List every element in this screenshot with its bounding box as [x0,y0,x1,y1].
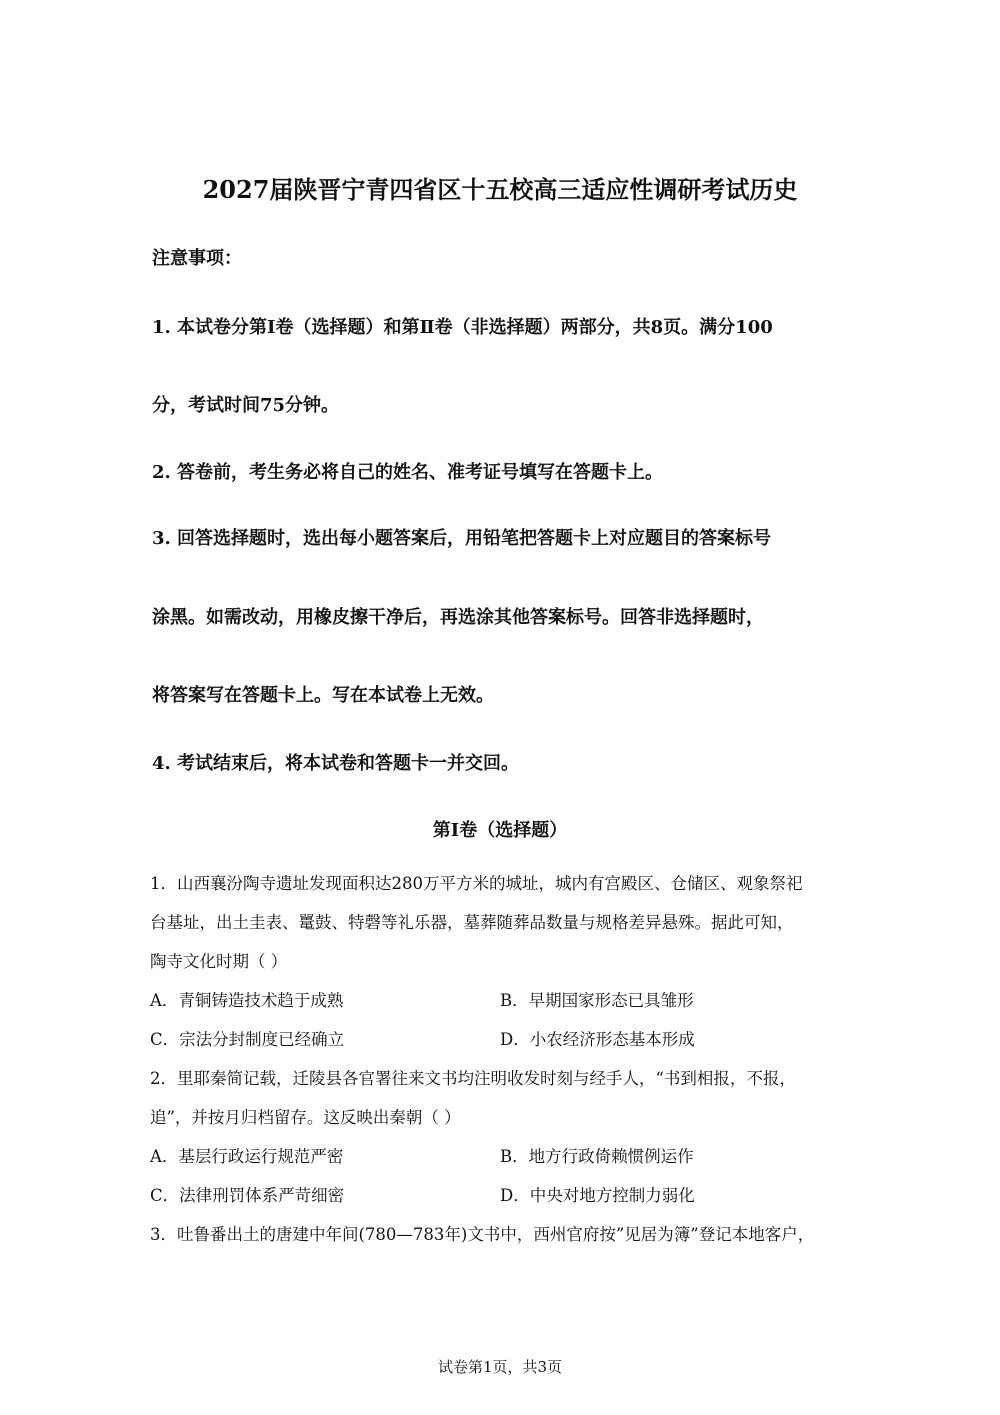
notice-line: 4. 考试结束后，将本试卷和答题卡一并交回。 [152,753,520,774]
notice-line: 1. 本试卷分第Ⅰ卷（选择题）和第Ⅱ卷（非选择题）两部分，共8页。满分100 [152,317,773,338]
notice-line: 将答案写在答题卡上。写在本试卷上无效。 [152,685,494,706]
question-3-text: 3．吐鲁番出土的唐建中年间(780—783年)文书中，西州官府按”见居为簿”登记本地客户， [150,1225,815,1244]
page-footer: 试卷第1页，共3页 [437,1358,563,1376]
question-2-text: 2．里耶秦简记载，迁陵县各官署往来文书均注明收发时刻与经手人，“书到相报，不报， [150,1069,796,1088]
question-1-option-c: C．宗法分封制度已经确立 [150,1030,345,1049]
notice-line: 2. 答卷前，考生务必将自己的姓名、准考证号填写在答题卡上。 [152,462,664,483]
question-2-option-d: D．中央对地方控制力弱化 [500,1186,695,1205]
question-1-option-a: A．青铜铸造技术趋于成熟 [150,991,344,1010]
question-1-option-b: B．早期国家形态已具雏形 [500,991,694,1010]
question-2-option-b: B．地方行政倚赖惯例运作 [500,1147,694,1166]
question-1-option-d: D．小农经济形态基本形成 [500,1030,695,1049]
page-title: 2027届陕晋宁青四省区十五校高三适应性调研考试历史 [202,175,798,204]
section-title: 第Ⅰ卷（选择题） [432,820,568,841]
question-1-text: 1．山西襄汾陶寺遗址发现面积达280万平方米的城址，城内有宫殿区、仓储区、观象祭祀 [150,874,803,893]
question-2-option-c: C．法律刑罚体系严苛细密 [150,1186,345,1205]
question-2-text: 追”，并按月归档留存。这反映出秦朝（ ） [150,1108,461,1127]
notice-line: 3. 回答选择题时，选出每小题答案后，用铅笔把答题卡上对应题目的答案标号 [152,528,772,549]
question-2-option-a: A．基层行政运行规范严密 [150,1147,344,1166]
notice-line: 分，考试时间75分钟。 [152,395,340,416]
notice-heading: 注意事项： [152,248,242,269]
notice-line: 涂黑。如需改动，用橡皮擦干净后，再选涂其他答案标号。回答非选择题时， [152,607,764,628]
question-1-text: 台基址，出土圭表、鼍鼓、特磬等礼乐器，墓葬随葬品数量与规格差异悬殊。据此可知， [150,913,794,932]
question-1-text: 陶寺文化时期（ ） [150,952,288,971]
